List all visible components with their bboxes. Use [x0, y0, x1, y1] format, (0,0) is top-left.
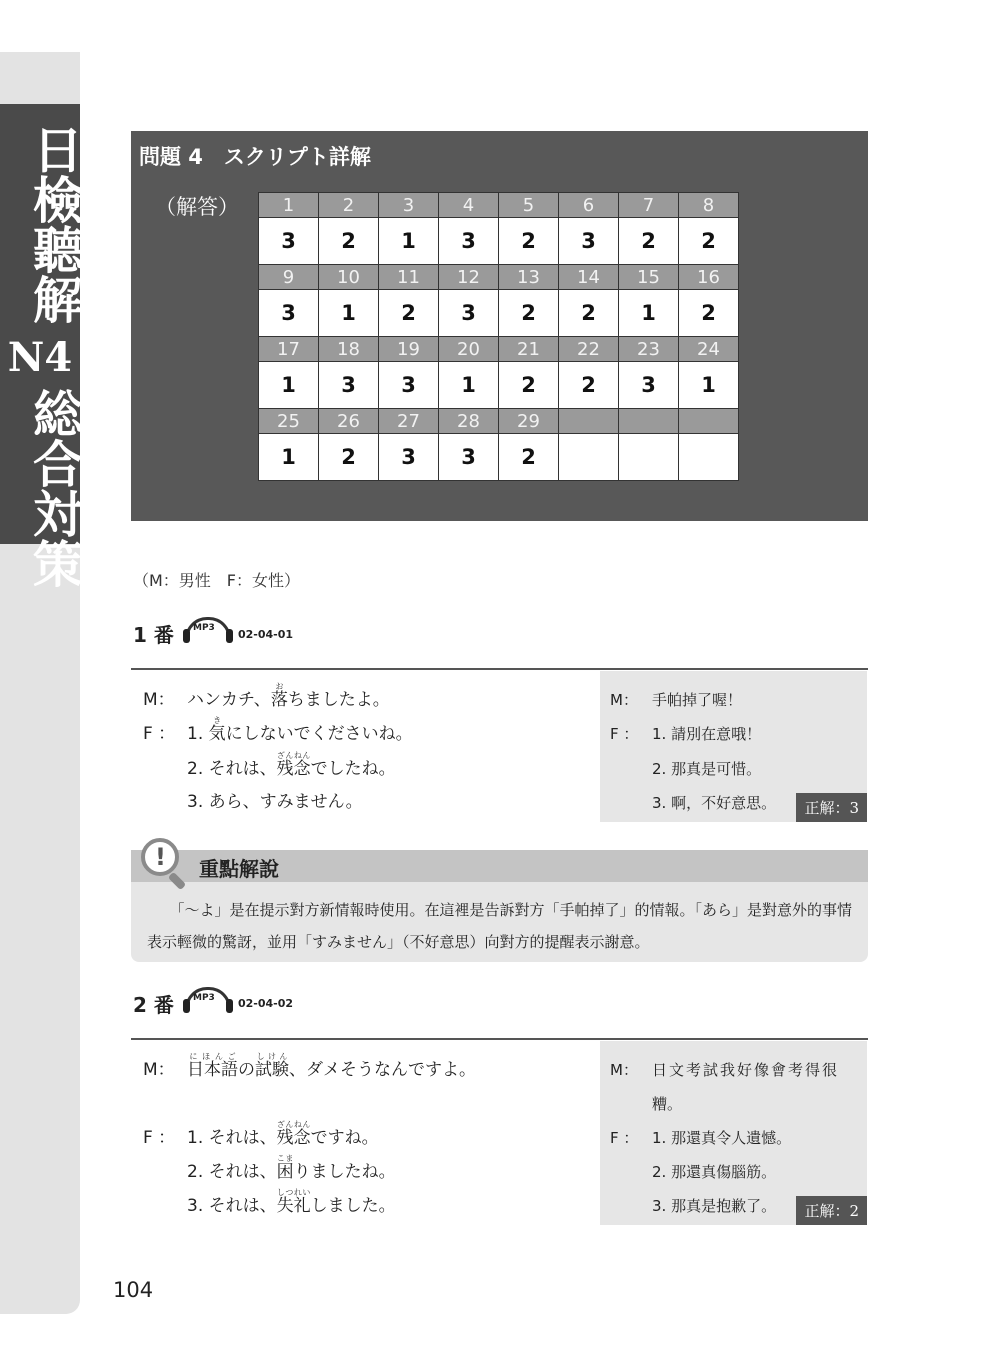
question-number: 26 [319, 409, 379, 434]
answer-cell [619, 434, 679, 481]
option-number: 3. [187, 792, 204, 812]
question-number: 17 [259, 337, 319, 362]
mp3-label: MP3 [193, 993, 215, 1003]
answer-cell: 1 [679, 362, 739, 409]
text: の [238, 1060, 255, 1080]
answer-cell: 2 [499, 290, 559, 337]
book-title-line2: N4 [7, 334, 73, 381]
question-2-title: 2 番 [133, 993, 174, 1017]
question-1-title: 1 番 [133, 623, 174, 647]
question-number: 15 [619, 265, 679, 290]
answer-table [258, 192, 739, 481]
question-number-row [259, 265, 739, 290]
answer-cell: 3 [379, 362, 439, 409]
section-title: 問題 4 スクリプト詳解 [139, 145, 371, 169]
question-number: 2 [319, 193, 379, 218]
speaker-m: M： [143, 1060, 175, 1080]
translation-f-2: 2. 那還真傷腦筋。 [652, 1163, 777, 1181]
ruby-word: 試験しけん [255, 1052, 289, 1080]
question-number-row [259, 337, 739, 362]
speaker-m: M： [143, 690, 175, 710]
track-number: 02-04-02 [238, 997, 294, 1010]
question-number: 28 [439, 409, 499, 434]
dialogue-f-option-1 [143, 1120, 379, 1155]
translation-f-1: F ： 1. 那還真令人遺憾。 [610, 1129, 792, 1147]
option-number: 2. [187, 759, 204, 779]
text: ちましたよ。 [287, 690, 390, 710]
answer-cell: 1 [259, 362, 319, 409]
correct-answer-badge: 正解：3 [796, 793, 867, 822]
answer-cell: 2 [499, 434, 559, 481]
option-number: 1. [187, 724, 204, 744]
answer-cell: 2 [559, 290, 619, 337]
text: それは、 [208, 1162, 277, 1182]
answer-row [259, 434, 739, 481]
question-number: 1 [259, 193, 319, 218]
answer-row [259, 362, 739, 409]
answer-cell: 2 [379, 290, 439, 337]
question-number: 3 [379, 193, 439, 218]
text: でしたね。 [310, 759, 396, 779]
text: それは、 [208, 1196, 277, 1216]
question-number: 6 [559, 193, 619, 218]
answer-cell: 1 [319, 290, 379, 337]
translation-f-3: 3. 那真是抱歉了。 [652, 1197, 777, 1215]
question-number: 10 [319, 265, 379, 290]
answer-cell: 2 [679, 290, 739, 337]
speaker-legend: （M：男性 F：女性） [133, 571, 301, 590]
text: にしないでくださいね。 [225, 724, 413, 744]
book-title-line1: 日檢聽解 [25, 124, 84, 324]
ruby-word: 残念ざんねん [276, 1120, 311, 1148]
translation-f-3: 3. 啊，不好意思。 [652, 794, 777, 812]
answer-label: （解答） [155, 195, 239, 219]
speaker-f: F ： [143, 1128, 176, 1148]
text: あら、すみません。 [208, 792, 363, 812]
answer-cell: 3 [439, 218, 499, 265]
divider [131, 668, 868, 670]
question-number: 18 [319, 337, 379, 362]
ruby-word: 困こま [276, 1154, 294, 1182]
answer-cell: 2 [679, 218, 739, 265]
question-number: 16 [679, 265, 739, 290]
answer-cell: 3 [439, 290, 499, 337]
option-number: 1. [187, 1128, 204, 1148]
text: ですね。 [310, 1128, 379, 1148]
question-number: 22 [559, 337, 619, 362]
question-number [559, 409, 619, 434]
dialogue-f-option-2 [143, 1154, 396, 1189]
question-number: 21 [499, 337, 559, 362]
dialogue-f-option-1 [143, 716, 413, 751]
text: それは、 [208, 759, 277, 779]
answer-cell: 2 [319, 434, 379, 481]
answer-row [259, 218, 739, 265]
answer-cell: 2 [499, 362, 559, 409]
speaker-f: F ： [143, 724, 176, 744]
text: それは、 [208, 1128, 277, 1148]
question-number: 8 [679, 193, 739, 218]
answer-cell: 2 [499, 218, 559, 265]
ruby-word: 失礼しつれい [276, 1188, 311, 1216]
question-number: 29 [499, 409, 559, 434]
question-number [679, 409, 739, 434]
question-number: 12 [439, 265, 499, 290]
answer-cell: 3 [559, 218, 619, 265]
text: りましたね。 [293, 1162, 396, 1182]
question-number: 19 [379, 337, 439, 362]
translation-f-1: F ： 1. 請別在意哦！ [610, 725, 762, 743]
question-number: 25 [259, 409, 319, 434]
answer-cell: 1 [379, 218, 439, 265]
answer-cell: 3 [439, 434, 499, 481]
answer-cell: 1 [259, 434, 319, 481]
dialogue-f-option-3 [143, 1188, 396, 1223]
answer-panel [131, 131, 868, 521]
correct-answer-badge: 正解：2 [796, 1196, 867, 1225]
dialogue-f-option-3 [143, 785, 363, 819]
dialogue-f-option-2 [143, 751, 396, 786]
question-number: 9 [259, 265, 319, 290]
answer-cell: 1 [619, 290, 679, 337]
headphones-icon[interactable] [185, 987, 231, 1009]
answer-cell: 3 [379, 434, 439, 481]
ruby-word: 落お [270, 682, 288, 710]
question-number [619, 409, 679, 434]
question-number: 5 [499, 193, 559, 218]
question-number: 4 [439, 193, 499, 218]
translation-f-2: 2. 那真是可惜。 [652, 760, 762, 778]
answer-cell: 2 [619, 218, 679, 265]
question-number: 27 [379, 409, 439, 434]
divider [131, 1038, 868, 1040]
key-point-title: 重點解說 [199, 857, 279, 881]
answer-cell: 2 [319, 218, 379, 265]
answer-row [259, 290, 739, 337]
answer-cell: 3 [619, 362, 679, 409]
translation-box [600, 671, 867, 822]
translation-box [600, 1041, 867, 1225]
magnifier-icon: ! [141, 838, 179, 876]
answer-cell [679, 434, 739, 481]
key-point-box [131, 843, 868, 962]
track-number: 02-04-01 [238, 628, 294, 641]
answer-cell [559, 434, 619, 481]
text: ハンカチ、 [187, 690, 271, 710]
question-number: 13 [499, 265, 559, 290]
page-number: 104 [113, 1278, 154, 1302]
dialogue-m-line [143, 1052, 476, 1087]
book-title-line3: 総合対策 [25, 388, 84, 588]
option-number: 3. [187, 1196, 204, 1216]
ruby-word: 気き [208, 716, 226, 744]
text: しました。 [310, 1196, 396, 1216]
question-number: 23 [619, 337, 679, 362]
translation-m-cont: 糟。 [652, 1095, 683, 1113]
ruby-word: 日本語にほんご [187, 1052, 238, 1080]
answer-cell: 3 [259, 290, 319, 337]
question-number: 7 [619, 193, 679, 218]
question-number-row [259, 409, 739, 434]
text: 、ダメそうなんですよ。 [289, 1060, 476, 1080]
dialogue-m-line [143, 682, 390, 717]
question-number-row [259, 193, 739, 218]
answer-cell: 3 [259, 218, 319, 265]
answer-cell: 3 [319, 362, 379, 409]
option-number: 2. [187, 1162, 204, 1182]
question-number: 24 [679, 337, 739, 362]
book-title-vertical [0, 104, 84, 588]
mp3-label: MP3 [193, 623, 215, 633]
answer-cell: 1 [439, 362, 499, 409]
translation-m: M： 日文考試我好像會考得很 [610, 1061, 840, 1079]
key-point-text: 「～よ」是在提示對方新情報時使用。在這裡是告訴對方「手帕掉了」的情報。「あら」是對意外的事情表示輕微的驚訝，並用「すみません」（不好意思）向對方的提醒表示謝意。 [147, 901, 853, 951]
ruby-word: 残念ざんねん [276, 751, 311, 779]
question-number: 11 [379, 265, 439, 290]
question-number: 14 [559, 265, 619, 290]
answer-cell: 2 [559, 362, 619, 409]
headphones-icon[interactable] [185, 617, 231, 639]
translation-m: M： 手帕掉了喔！ [610, 691, 743, 709]
question-number: 20 [439, 337, 499, 362]
